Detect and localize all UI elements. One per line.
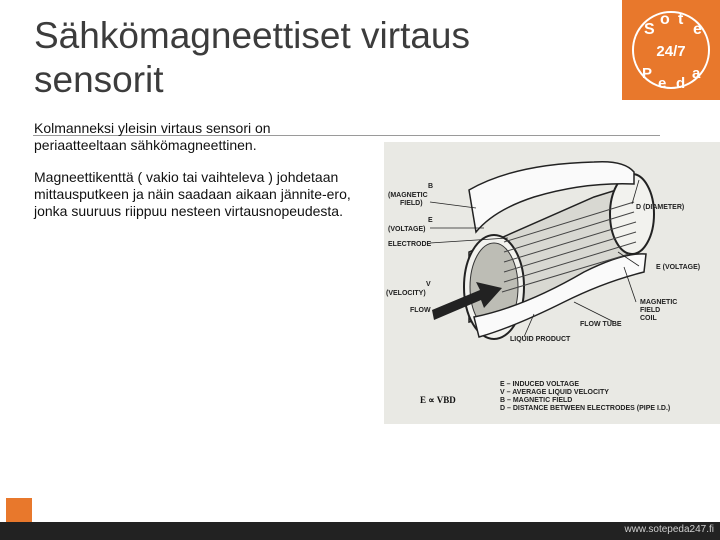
- logo-letter-t: t: [678, 11, 684, 28]
- logo-letter-o: o: [660, 11, 670, 28]
- label-coil-2: FIELD: [640, 307, 661, 314]
- logo-graphic: [622, 0, 720, 100]
- label-electrode: ELECTRODE: [388, 241, 432, 248]
- label-b-desc-2: FIELD): [400, 200, 423, 207]
- sotepeda-logo: [622, 0, 720, 100]
- label-b-desc-1: (MAGNETIC: [388, 192, 428, 199]
- label-v: V: [426, 281, 431, 288]
- label-e: E: [428, 217, 433, 224]
- footer-url[interactable]: www.sotepeda247.fi: [624, 524, 714, 535]
- flowmeter-diagram: [384, 142, 720, 424]
- legend-line-3: B – MAGNETIC FIELD: [500, 397, 573, 404]
- label-e-desc: (VOLTAGE): [388, 226, 426, 233]
- title-line-1: Sähkömagneettiset virtaus: [34, 15, 471, 56]
- legend-line-1: E – INDUCED VOLTAGE: [500, 381, 580, 388]
- formula-text: E ∝ VBD: [420, 395, 456, 405]
- logo-letter-a: a: [692, 65, 701, 82]
- label-coil-3: COIL: [640, 315, 657, 322]
- footer-bar: [0, 522, 720, 540]
- paragraph-2: Magneettikenttä ( vakio tai vaihteleva ) johdetaan mittausputkeen ja näin saadaan aikaan jännite-ero, jonka suuruus riippuu nesteen virtausnopeudesta.: [34, 169, 351, 219]
- logo-letter-e: e: [693, 21, 702, 38]
- logo-letter-p: P: [642, 65, 653, 82]
- slide-body: [34, 120, 354, 235]
- label-b: B: [428, 183, 434, 190]
- label-flow-tube: FLOW TUBE: [580, 321, 622, 328]
- legend-line-4: D – DISTANCE BETWEEN ELECTRODES (PIPE I.D.): [500, 405, 671, 412]
- label-flow: FLOW: [410, 307, 431, 314]
- label-diameter: D (DIAMETER): [636, 204, 685, 211]
- label-v-desc: (VELOCITY): [386, 290, 426, 297]
- legend-line-2: V – AVERAGE LIQUID VELOCITY: [500, 389, 609, 396]
- logo-letter-d: d: [676, 75, 686, 92]
- logo-letter-s: S: [644, 21, 655, 38]
- label-liquid-product: LIQUID PRODUCT: [510, 336, 571, 343]
- logo-center-text: 24/7: [656, 43, 686, 60]
- logo-letter-e2: e: [658, 75, 667, 92]
- title-line-2: sensorit: [34, 59, 164, 100]
- label-coil-1: MAGNETIC: [640, 299, 678, 306]
- slide-title: [34, 14, 594, 102]
- label-e-voltage: E (VOLTAGE): [656, 264, 701, 271]
- flowmeter-illustration: [384, 142, 720, 424]
- paragraph-1: Kolmanneksi yleisin virtaus sensori on periaatteeltaan sähkömagneettinen.: [34, 120, 271, 153]
